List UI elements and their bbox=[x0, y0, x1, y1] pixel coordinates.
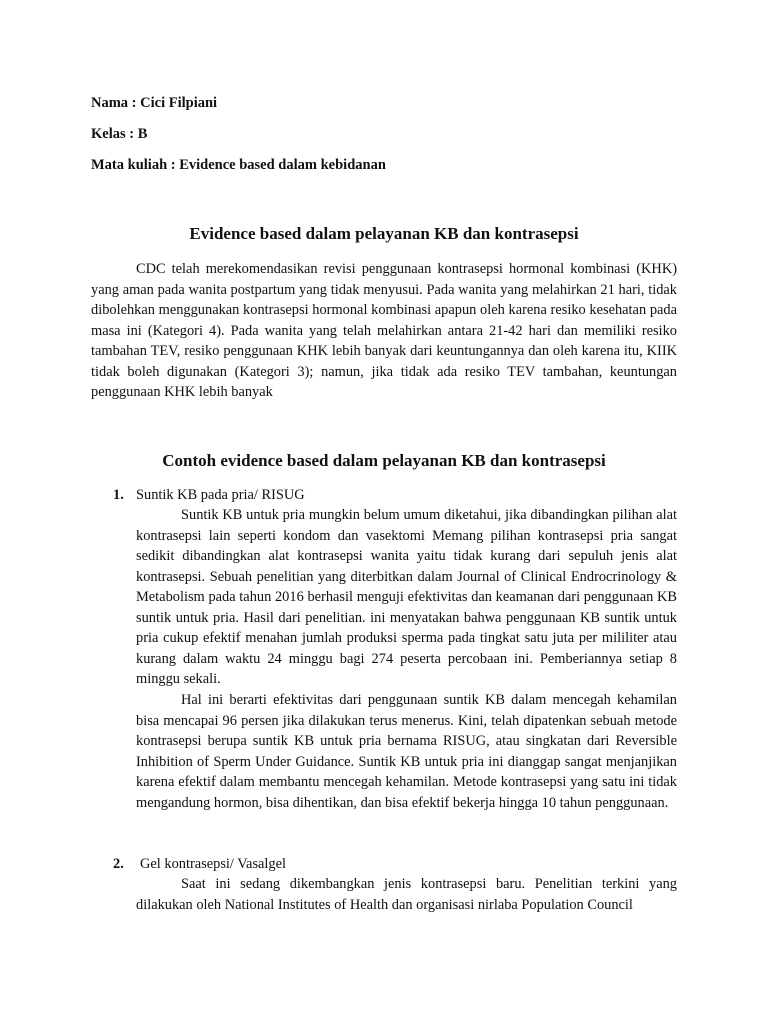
list-item-1-paragraph-1: Suntik KB untuk pria mungkin belum umum diketahui, jika dibandingkan pilihan alat kontrasepsi lain seperti kondom dan vasektomi Memang pilihan kontrasepsi pria sangat sedikit dibandingkan alat kontrasepsi wanita yaitu tidak kurang dari sepuluh jenis alat kontrasepsi. Sebuah penelitian yang diterbitkan dalam Journal of Clinical Endrocrinology & Metabolism pada tahun 2016 berhasil menguji efektivitas dan keamanan dari penggunaan KB suntik untuk pria. Hasil dari penelitian. ini menyatakan bahwa penggunaan KB suntik untuk pria cukup efektif menahan jumlah produksi sperma pada tingkat satu juta per mililiter atau kurang dalam waktu 24 minggu bagi 274 peserta percobaan ini. Pemberiannya setiap 8 minggu sekali. bbox=[136, 507, 677, 687]
student-class: Kelas : B bbox=[91, 126, 148, 142]
course-name: Mata kuliah : Evidence based dalam kebidanan bbox=[91, 157, 386, 173]
section1-paragraph: CDC telah merekomendasikan revisi penggunaan kontrasepsi hormonal kombinasi (KHK) yang aman pada wanita postpartum yang tidak menyusui. Pada wanita yang melahirkan 21 hari, tidak dibolehkan menggunakan kontrasepsi hormonal kombinasi apapun oleh karena resiko kesehatan pada masa ini (Kategori 4). Pada wanita yang telah melahirkan antara 21-42 hari dan memiliki resiko tambahan TEV, resiko penggunaan KHK lebih banyak dari keuntungannya dan oleh karena itu, KIIK tidak boleh digunakan (Kategori 3); namun, jika tidak ada resiko TEV tambahan, keuntungan penggunaan KHK lebih banyak bbox=[91, 261, 677, 400]
list-item-2-number: 2. bbox=[113, 856, 124, 872]
list-item-2-paragraph-1: Saat ini sedang dikembangkan jenis kontrasepsi baru. Penelitian terkini yang dilakukan oleh National Institutes of Health dan organisasi nirlaba Population Council bbox=[136, 876, 677, 913]
student-name: Nama : Cici Filpiani bbox=[91, 95, 218, 111]
list-item-1-number: 1. bbox=[113, 487, 124, 503]
list-item-1-title: Suntik KB pada pria/ RISUG bbox=[136, 487, 305, 503]
section2-title: Contoh evidence based dalam pelayanan KB dan kontrasepsi bbox=[162, 451, 606, 470]
list-item-2-title: Gel kontrasepsi/ Vasalgel bbox=[140, 856, 287, 872]
list-item-1-paragraph-2: Hal ini berarti efektivitas dari penggunaan suntik KB dalam mencegah kehamilan bisa mencapai 96 persen jika dilakukan terus menerus. Kini, telah dipatenkan sebuah metode kontrasepsi berupa suntik KB untuk pria bernama RISUG, atau singkatan dari Reversible Inhibition of Sperm Under Guidance. Suntik KB untuk pria ini dianggap sangat menjanjikan karena efektif dalam membantu mencegah kehamilan. Metode kontrasepsi yang satu ini tidak mengandung hormon, bisa dihentikan, dan bisa efektif bekerja hingga 10 tahun penggunaan. bbox=[136, 692, 677, 811]
section1-title: Evidence based dalam pelayanan KB dan kontrasepsi bbox=[189, 224, 579, 243]
